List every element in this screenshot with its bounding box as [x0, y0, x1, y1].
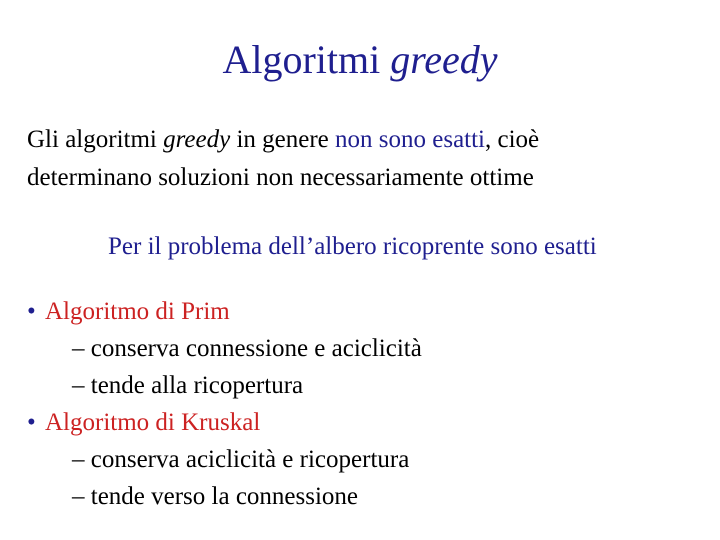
intro-text-3: in genere — [230, 126, 336, 153]
algorithm-name-prim: Algoritmo di Prim — [45, 298, 230, 325]
subitem-kruskal-1: – conserva aciclicità e ricopertura — [72, 446, 410, 473]
intro-paragraph — [27, 121, 697, 197]
algorithm-name-kruskal: Algoritmo di Kruskal — [45, 409, 261, 436]
intro-line-1 — [27, 121, 697, 159]
algorithm-list — [27, 293, 697, 515]
intro-greedy-italic: greedy — [163, 126, 231, 153]
intro-not-exact-highlight: non sono esatti — [335, 126, 486, 153]
title-text: Algoritmi — [222, 37, 391, 82]
subitem-prim-1: – conserva connessione e aciclicità — [72, 335, 422, 362]
subitem-kruskal-2: – tende verso la connessione — [72, 483, 359, 510]
bullet-icon: • — [27, 409, 36, 436]
intro-line-2: determinano soluzioni non necessariamente ottime — [27, 164, 534, 191]
subitem-prim-2: – tende alla ricopertura — [72, 372, 304, 399]
intro-text-1: Gli algoritmi — [27, 126, 164, 153]
slide-title — [0, 36, 720, 84]
title-italic-text: greedy — [390, 37, 498, 82]
bullet-icon: • — [27, 298, 36, 325]
intro-text-5: , cioè — [485, 126, 540, 153]
problem-statement: Per il problema dell’albero ricoprente sono esatti — [108, 233, 597, 260]
list-item-kruskal — [27, 404, 697, 441]
list-item-prim — [27, 293, 697, 330]
